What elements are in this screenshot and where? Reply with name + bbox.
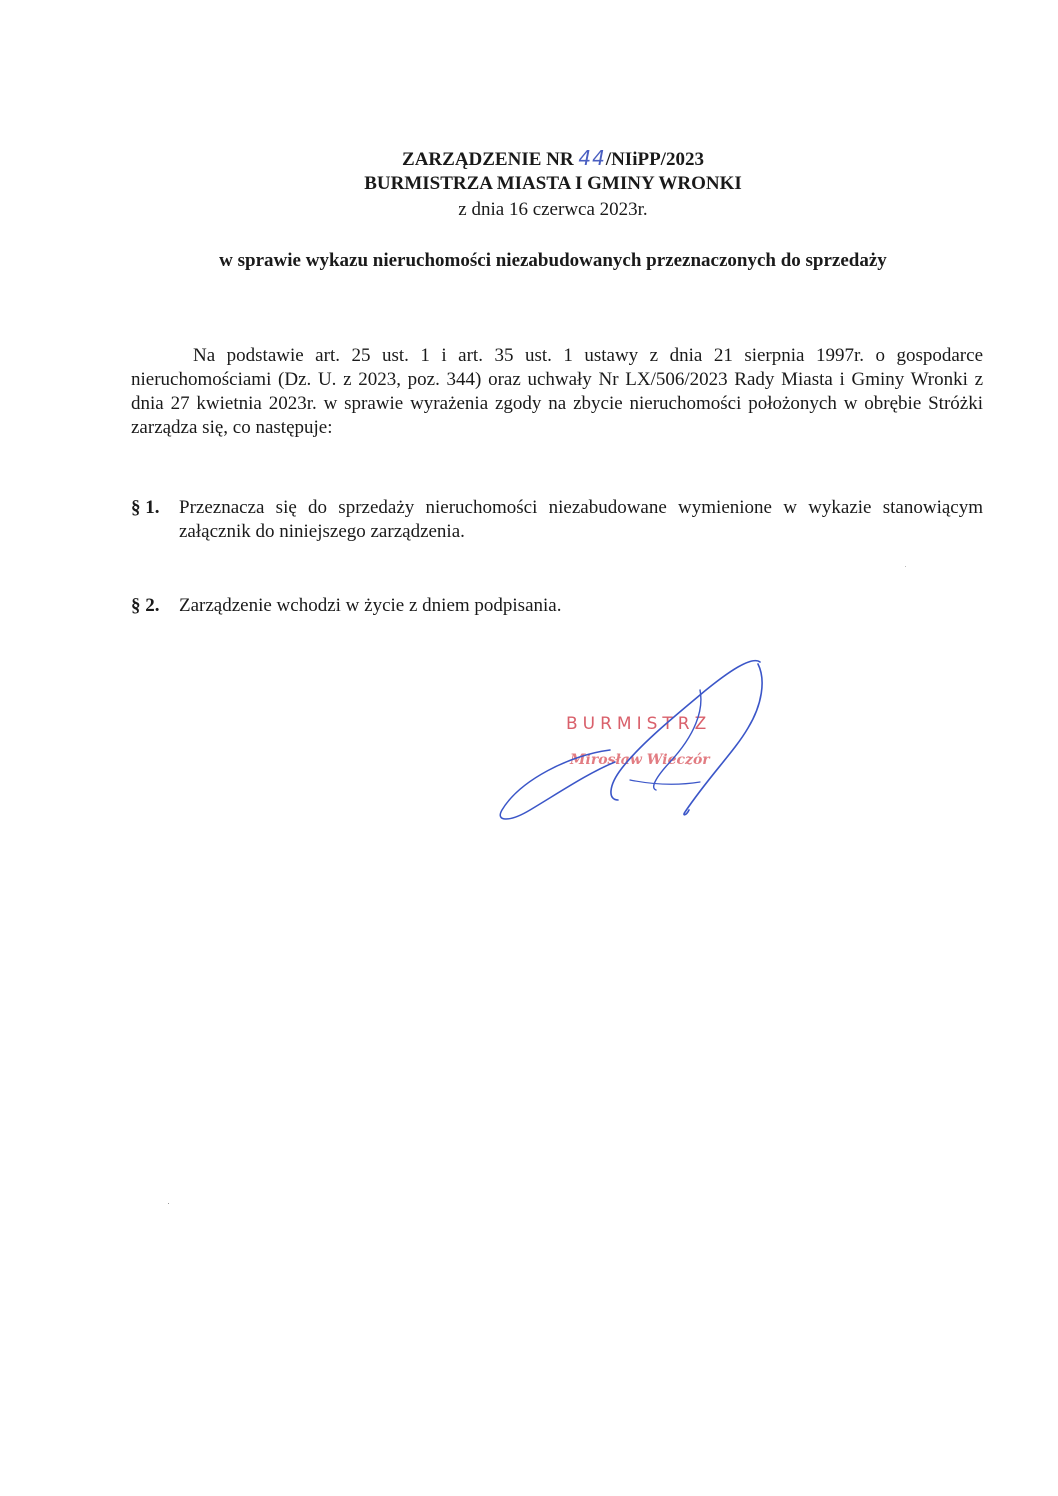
stamp-title: BURMISTRZ xyxy=(566,714,712,734)
title-prefix: ZARZĄDZENIE NR xyxy=(402,149,574,170)
issuer-line: BURMISTRZA MIASTA I GMINY WRONKI xyxy=(364,173,742,194)
scan-speck xyxy=(905,566,906,567)
stamp-name: Mirosław Wieczór xyxy=(570,752,710,768)
paragraph-2-text: Zarządzenie wchodzi w życie z dniem podpisania. xyxy=(179,595,562,616)
paragraph-2-mark: § 2. xyxy=(131,595,160,616)
preamble xyxy=(131,344,983,440)
preamble-text: Na podstawie art. 25 ust. 1 i art. 35 ust. 1 ustawy z dnia 21 sierpnia 1997r. o gospodarce nieruchomościami (Dz. U. z 2023, poz. 344) oraz uchwały Nr LX/506/2023 Rady Miasta i Gminy Wronki z dnia 27 kwietnia 2023r. w sprawie wyrażenia zgody na zbycie nieruchomości położonych w obrębie Stróżki zarządza się, co następuje: xyxy=(131,345,983,438)
paragraph-1 xyxy=(131,496,983,544)
paragraph-1-text: Przeznacza się do sprzedaży nieruchomości niezabudowane wymienione w wykazie stanowiącym załącznik do niniejszego zarządzenia. xyxy=(179,497,983,542)
handwritten-number: 44 xyxy=(578,146,606,170)
title-suffix: /NIiPP/2023 xyxy=(605,149,704,170)
subject-line: w sprawie wykazu nieruchomości niezabudowanych przeznaczonych do sprzedaży xyxy=(219,250,887,271)
scan-speck xyxy=(168,1203,169,1204)
paragraph-2 xyxy=(131,594,983,618)
document-title xyxy=(24,146,1058,172)
handwritten-signature xyxy=(490,650,790,830)
paragraph-1-mark: § 1. xyxy=(131,497,160,518)
date-line: z dnia 16 czerwca 2023r. xyxy=(458,199,648,220)
